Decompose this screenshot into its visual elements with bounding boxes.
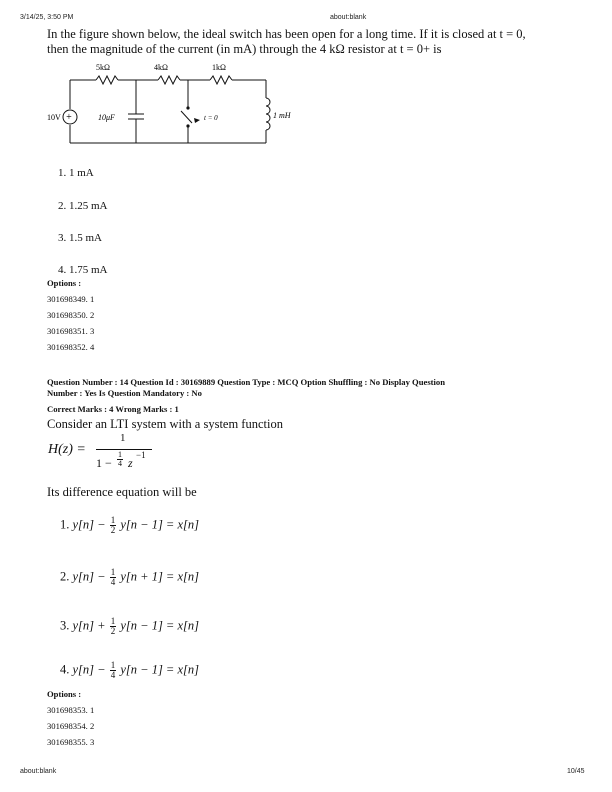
q13-option-id-4: 301698352. 4 xyxy=(47,342,95,352)
eq-fraction xyxy=(110,661,117,680)
eq-post: y[n − 1] = x[n] xyxy=(120,662,200,677)
q14-options-label: Options : xyxy=(47,689,82,699)
q13-option-2[interactable]: 2. 1.25 mA xyxy=(58,200,108,212)
transfer-den-a: 1 − xyxy=(96,456,112,470)
label-r1: 5kΩ xyxy=(96,63,110,72)
q13-text-line1: In the figure shown below, the ideal switch has been open for a long time. If it is closed at t = 0, xyxy=(47,27,526,41)
resistor-5k xyxy=(96,76,118,84)
eq-frac-bot: 2 xyxy=(110,626,116,636)
label-r3: 1kΩ xyxy=(212,63,226,72)
q13-option-id-1: 301698349. 1 xyxy=(47,294,95,304)
resistor-1k xyxy=(210,76,232,84)
eq-pre: y[n] − xyxy=(72,569,106,584)
circuit-diagram xyxy=(40,58,320,158)
den-frac-top: 1 xyxy=(118,450,122,459)
q14-option-2[interactable] xyxy=(60,568,199,587)
eq-frac-bot: 4 xyxy=(110,670,116,680)
eq-post: y[n − 1] = x[n] xyxy=(120,618,200,633)
transfer-numerator: 1 xyxy=(120,432,126,444)
den-frac-bot: 4 xyxy=(118,459,122,468)
page-counter: 10/45 xyxy=(567,768,585,775)
q14-option-id-2: 301698354. 2 xyxy=(47,721,95,731)
eq-num: 1. xyxy=(60,517,70,532)
transfer-den-fraction xyxy=(117,451,123,468)
eq-num: 3. xyxy=(60,618,70,633)
eq-fraction xyxy=(110,617,117,636)
eq-fraction xyxy=(110,568,117,587)
q14-option-4[interactable] xyxy=(60,661,199,680)
page-title: about:blank xyxy=(330,14,367,21)
q14-option-1[interactable] xyxy=(60,516,199,535)
label-r2: 4kΩ xyxy=(154,63,168,72)
q13-option-id-3: 301698351. 3 xyxy=(47,326,95,336)
label-inductor: 1 mH xyxy=(273,111,291,120)
eq-post: y[n + 1] = x[n] xyxy=(120,569,200,584)
label-source: 10V xyxy=(47,113,61,122)
eq-num: 4. xyxy=(60,662,70,677)
transfer-den-exp: −1 xyxy=(136,450,146,460)
resistor-4k xyxy=(158,76,180,84)
q13-option-1[interactable]: 1. 1 mA xyxy=(58,167,94,179)
transfer-den-z: z xyxy=(128,456,133,470)
q13-option-id-2: 301698350. 2 xyxy=(47,310,95,320)
eq-pre: y[n] + xyxy=(72,618,106,633)
switch-arrow-icon xyxy=(194,118,200,123)
q14-option-3[interactable] xyxy=(60,617,199,636)
eq-num: 2. xyxy=(60,569,70,584)
eq-pre: y[n] − xyxy=(72,662,106,677)
label-capacitor: 10μF xyxy=(98,113,115,122)
q14-followup: Its difference equation will be xyxy=(47,485,197,499)
eq-frac-top: 1 xyxy=(110,515,116,525)
q14-prompt: Consider an LTI system with a system function xyxy=(47,417,283,431)
eq-pre: y[n] − xyxy=(72,517,106,532)
transfer-lhs: H(z) = xyxy=(48,442,86,457)
q13-option-4[interactable]: 4. 1.75 mA xyxy=(58,264,108,276)
eq-frac-bot: 4 xyxy=(110,577,116,587)
eq-frac-top: 1 xyxy=(110,660,116,670)
footer-url: about:blank xyxy=(20,768,57,775)
q13-options-label: Options : xyxy=(47,278,82,288)
print-timestamp: 3/14/25, 3:50 PM xyxy=(20,14,74,21)
q14-meta-line1: Question Number : 14 Question Id : 30169889 Question Type : MCQ Option Shuffling : No Display Question xyxy=(47,377,445,387)
q14-transfer-function xyxy=(48,434,248,484)
q14-meta-line2: Number : Yes Is Question Mandatory : No xyxy=(47,388,202,398)
source-plus-icon: + xyxy=(66,112,72,123)
eq-fraction xyxy=(110,516,117,535)
eq-frac-bot: 2 xyxy=(110,525,116,535)
eq-frac-top: 1 xyxy=(110,616,116,626)
eq-frac-top: 1 xyxy=(110,567,116,577)
switch-blade xyxy=(181,111,192,123)
q14-option-id-3: 301698355. 3 xyxy=(47,737,95,747)
q13-text-line2: then the magnitude of the current (in mA) through the 4 kΩ resistor at t = 0+ is xyxy=(47,42,442,56)
q14-option-id-1: 301698353. 1 xyxy=(47,705,95,715)
label-switch: t = 0 xyxy=(204,114,218,122)
eq-post: y[n − 1] = x[n] xyxy=(120,517,200,532)
q13-option-3[interactable]: 3. 1.5 mA xyxy=(58,232,102,244)
q14-meta-line3: Correct Marks : 4 Wrong Marks : 1 xyxy=(47,404,179,414)
inductor-coil xyxy=(266,98,270,130)
